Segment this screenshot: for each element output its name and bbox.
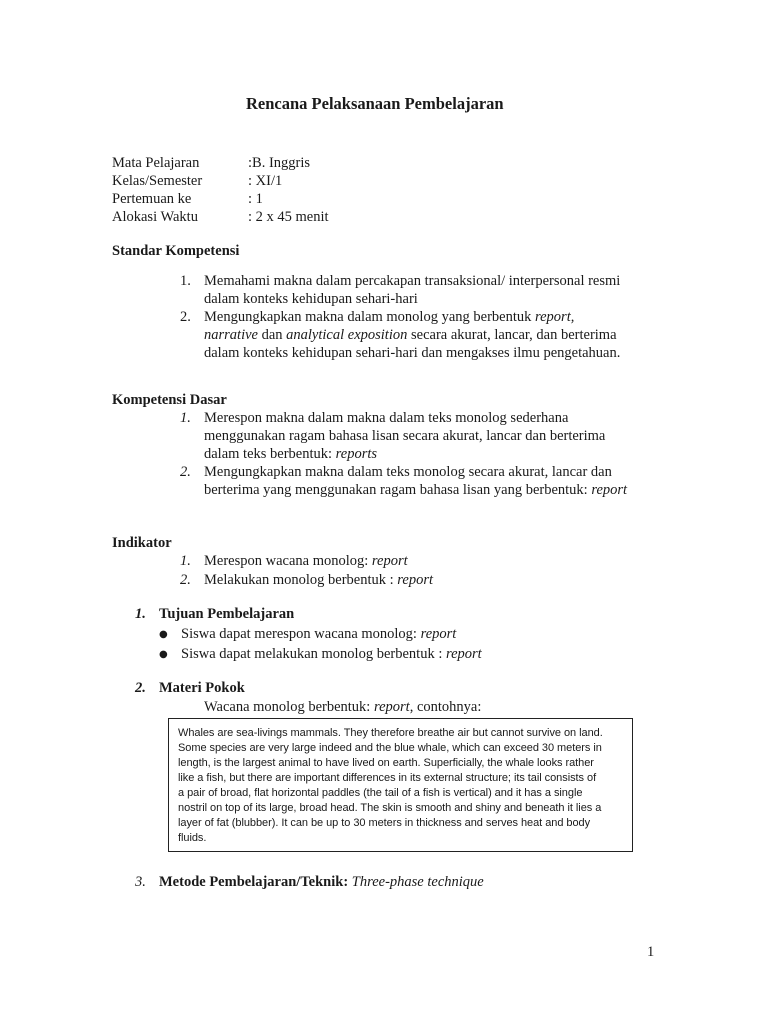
bullet-item-text: Siswa dapat melakukan monolog berbentuk : report <box>181 646 482 662</box>
section-number: 2. <box>135 680 146 696</box>
list-item-text: dalam konteks kehidupan sehari-hari <box>204 291 418 307</box>
section-heading-standar-kompetensi: Standar Kompetensi <box>112 243 240 259</box>
list-item-text: narrative dan analytical exposition secara akurat, lancar, dan berterima <box>204 327 617 343</box>
example-text-line: like a fish, but there are important differences in its external structure; its tail consists of <box>178 772 597 784</box>
list-item-text: berterima yang menggunakan ragam bahasa lisan yang berbentuk: report <box>204 482 628 498</box>
section-heading-kompetensi-dasar: Kompetensi Dasar <box>112 392 227 408</box>
section-heading-tujuan: Tujuan Pembelajaran <box>159 606 295 622</box>
example-text-line: nostril on top of its large, broad head. The skin is smooth and shiny and beneath it lies a <box>178 802 602 814</box>
bullet-item-text: Siswa dapat merespon wacana monolog: report <box>181 626 457 642</box>
list-number: 2. <box>180 464 191 480</box>
list-number: 1. <box>180 410 191 426</box>
materi-intro: Wacana monolog berbentuk: report, contohnya: <box>204 699 482 715</box>
list-item-text: Melakukan monolog berbentuk : report <box>204 572 434 588</box>
info-value-subject: :B. Inggris <box>248 155 311 171</box>
list-item-text: dalam teks berbentuk: reports <box>204 446 378 462</box>
bullet-icon: ● <box>159 629 168 640</box>
list-number: 1. <box>180 273 191 289</box>
section-number: 1. <box>135 606 146 622</box>
list-number: 2. <box>180 309 191 325</box>
list-number: 1. <box>180 553 191 569</box>
example-text-line: length, is the largest animal to have lived on earth. Superficially, the whale looks rather <box>178 757 594 769</box>
section-heading-metode: Metode Pembelajaran/Teknik: Three-phase technique <box>159 874 484 890</box>
example-text-line: layer of fat (blubber). It can be up to 30 meters in thickness and serves heat and body <box>178 817 591 829</box>
example-text-line: Some species are very large indeed and the blue whale, which can exceed 30 meters in <box>178 742 602 754</box>
info-label-time: Alokasi Waktu <box>112 209 198 225</box>
document-title: Rencana Pelaksanaan Pembelajaran <box>246 94 504 113</box>
list-item-text: Mengungkapkan makna dalam teks monolog secara akurat, lancar dan <box>204 464 612 480</box>
list-number: 2. <box>180 572 191 588</box>
list-item-text: Mengungkapkan makna dalam monolog yang berbentuk report, <box>204 309 575 325</box>
list-item-text: menggunakan ragam bahasa lisan secara akurat, lancar dan berterima <box>204 428 606 444</box>
list-item-text: dalam konteks kehidupan sehari-hari dan mengakses ilmu pengetahuan. <box>204 345 621 361</box>
list-item-text: Merespon makna dalam makna dalam teks monolog sederhana <box>204 410 569 426</box>
info-value-class: : XI/1 <box>248 173 283 189</box>
page-number: 1 <box>647 944 655 960</box>
section-heading-materi: Materi Pokok <box>159 680 245 696</box>
bullet-icon: ● <box>159 649 168 660</box>
info-label-class: Kelas/Semester <box>112 173 203 189</box>
info-label-meeting: Pertemuan ke <box>112 191 192 207</box>
example-text-line: fluids. <box>178 832 207 844</box>
info-value-time: : 2 x 45 menit <box>248 209 329 225</box>
list-item-text: Memahami makna dalam percakapan transaksional/ interpersonal resmi <box>204 273 621 289</box>
info-value-meeting: : 1 <box>248 191 263 207</box>
section-heading-indikator: Indikator <box>112 535 172 551</box>
section-number: 3. <box>135 874 146 890</box>
info-label-subject: Mata Pelajaran <box>112 155 200 171</box>
example-text-line: Whales are sea-livings mammals. They therefore breathe air but cannot survive on land. <box>178 727 603 739</box>
example-text-line: a pair of broad, flat horizontal paddles (the tail of a fish is vertical) and it has a single <box>178 787 583 799</box>
list-item-text: Merespon wacana monolog: report <box>204 553 408 569</box>
